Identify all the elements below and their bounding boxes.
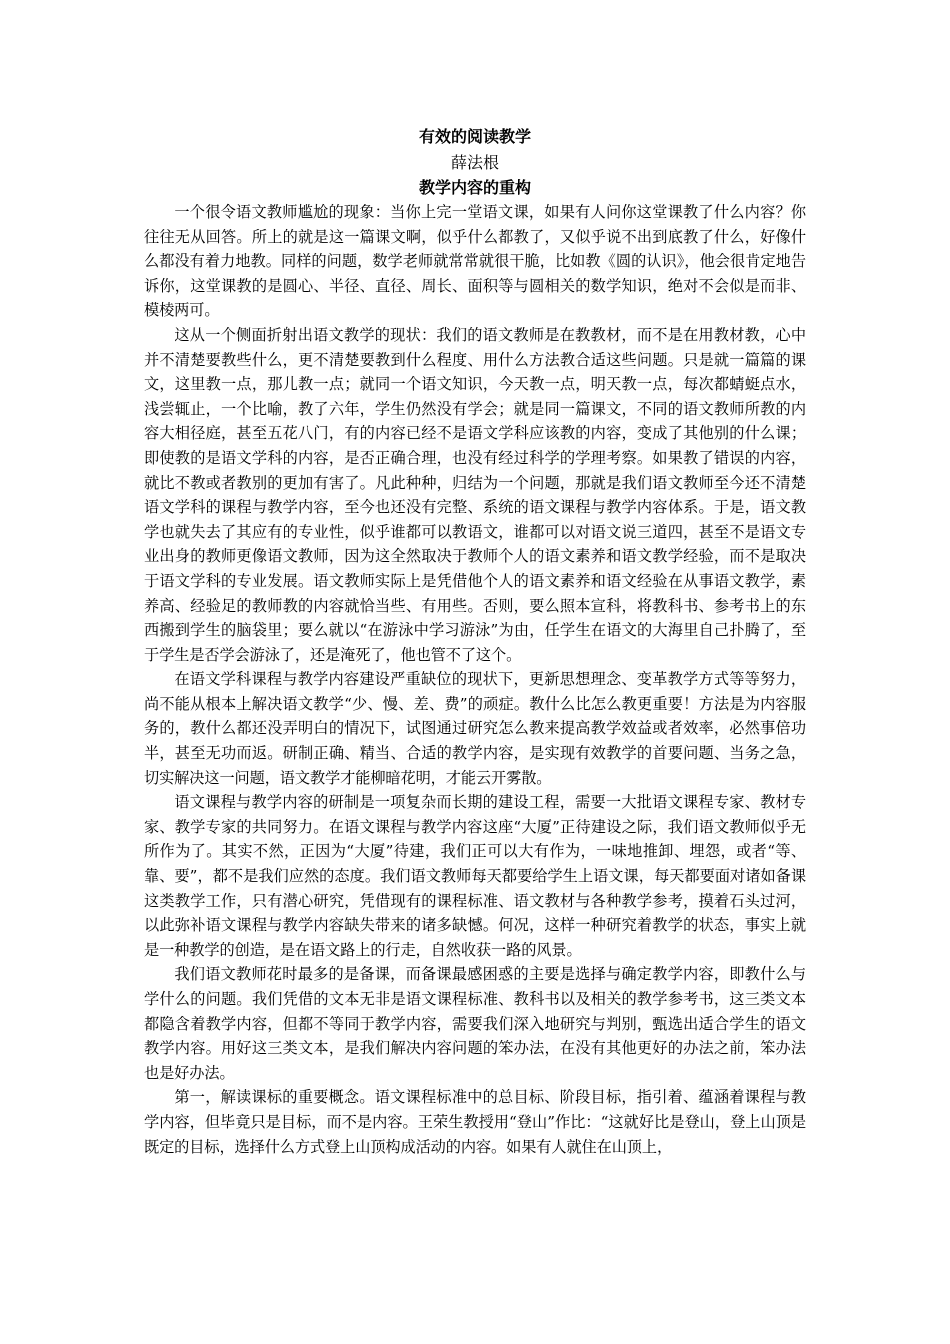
paragraph: 一个很令语文教师尴尬的现象：当你上完一堂语文课，如果有人问你这堂课教了什么内容？你往往无从回答。所上的就是这一篇课文啊，似乎什么都教了，又似乎说不出到底教了什么，好像什么都没有着力地教。同样的问题，数学老师就常常就很干脆，比如教《圆的认识》，他会很肯定地告诉你，这堂课教的是圆心、半径、直径、周长、面积等与圆相关的数学知识，绝对不会似是而非、模棱两可。	[144, 203, 806, 320]
paragraph: 语文课程与教学内容的研制是一项复杂而长期的建设工程，需要一大批语文课程专家、教材专家、教学专家的共同努力。在语文课程与教学内容这座“大厦”正待建设之际，我们语文教师似乎无所作为了。其实不然，正因为“大厦”待建，我们正可以大有作为，一味地推卸、埋怨，或者“等、靠、要”，都不是我们应然的态度。我们语文教师每天都要给学生上语文课，每天都要面对诸如备课这类教学工作，只有潜心研究，凭借现有的课程标准、语文教材与各种教学参考，摸着石头过河，以此弥补语文课程与教学内容缺失带来的诸多缺憾。何况，这样一种研究着教学的状态，事实上就是一种教学的创造，是在语文路上的行走，自然收获一路的风景。	[144, 793, 806, 959]
document-body	[144, 124, 806, 1159]
document-author: 薛法根	[450, 153, 499, 172]
section-heading: 教学内容的重构	[418, 178, 531, 197]
paragraph: 我们语文教师花时最多的是备课，而备课最感困惑的主要是选择与确定教学内容，即教什么与学什么的问题。我们凭借的文本无非是语文课程标准、教科书以及相关的教学参考书，这三类文本都隐含着教学内容，但都不等同于教学内容，需要我们深入地研究与判别，甄选出适合学生的语文教学内容。用好这三类文本，是我们解决内容问题的笨办法，在没有其他更好的办法之前，笨办法也是好办法。	[144, 965, 806, 1082]
paragraph: 第一，解读课标的重要概念。语文课程标准中的总目标、阶段目标，指引着、蕴涵着课程与教学内容，但毕竟只是目标，而不是内容。王荣生教授用“登山”作比：“这就好比是登山，登上山顶是既定的目标，选择什么方式登上山顶构成活动的内容。如果有人就住在山顶上，	[144, 1088, 806, 1156]
paragraph: 在语文学科课程与教学内容建设严重缺位的现状下，更新思想理念、变革教学方式等等努力，尚不能从根本上解决语文教学“少、慢、差、费”的顽症。教什么比怎么教更重要！方法是为内容服务的，教什么都还没弄明白的情况下，试图通过研究怎么教来提高教学效益或者效率，必然事倍功半，甚至无功而返。研制正确、精当、合适的教学内容，是实现有效教学的首要问题、当务之急，切实解决这一问题，语文教学才能柳暗花明，才能云开雾散。	[144, 670, 806, 787]
document-title: 有效的阅读教学	[418, 127, 531, 146]
paragraph: 这从一个侧面折射出语文教学的现状：我们的语文教师是在教教材，而不是在用教材教，心中并不清楚要教些什么，更不清楚要教到什么程度、用什么方法教合适这些问题。只是就一篇篇的课文，这里教一点，那儿教一点；就同一个语文知识，今天教一点，明天教一点，每次都蜻蜓点水，浅尝辄止，一个比喻，教了六年，学生仍然没有学会；就是同一篇课文，不同的语文教师所教的内容大相径庭，甚至五花八门，有的内容已经不是语文学科应该教的内容，变成了其他别的什么课；即使教的是语文学科的内容，是否正确合理，也没有经过科学的学理考察。如果教了错误的内容，就比不教或者教别的更加有害了。凡此种种，归结为一个问题，那就是我们语文教师至今还不清楚语文学科的课程与教学内容，至今也还没有完整、系统的语文课程与教学内容体系。于是，语文教学也就失去了其应有的专业性，似乎谁都可以教语文，谁都可以对语文说三道四，甚至不是语文专业出身的教师更像语文教师，因为这全然取决于教师个人的语文素养和语文教学经验，而不是取决于语文学科的专业发展。语文教师实际上是凭借他个人的语文素养和语文经验在从事语文教学，素养高、经验足的教师教的内容就恰当些、有用些。否则，要么照本宣科，将教科书、参考书上的东西搬到学生的脑袋里；要么就以“在游泳中学习游泳”为由，任学生在语文的大海里自己扑腾了，至于学生是否学会游泳了，还是淹死了，他也管不了这个。	[144, 325, 806, 664]
